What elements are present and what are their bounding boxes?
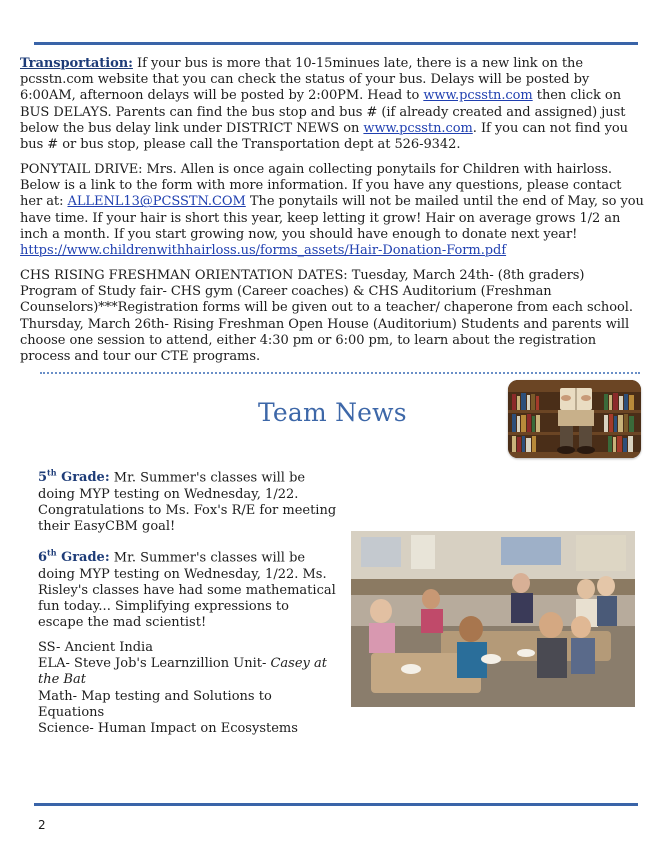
transportation-heading: Transportation: [20, 56, 133, 71]
subject-math: Math- Map testing and Solutions to Equations [38, 688, 272, 720]
subject-ss: SS- Ancient India [38, 640, 153, 655]
hair-donation-form-link[interactable]: https://www.childrenwithhairloss.us/forms_assets/Hair-Donation-Form.pdf [20, 243, 507, 259]
pcsstn-link-1[interactable]: www.pcsstn.com [423, 88, 533, 104]
subject-ela-title: Casey at the Bat [38, 656, 327, 688]
top-divider [34, 42, 638, 45]
subject-science: Science- Human Impact on Ecosystems [38, 721, 298, 737]
pcsstn-link-2[interactable]: www.pcsstn.com [363, 120, 473, 136]
grade-5-suffix: th [47, 468, 57, 478]
grade-5-number: 5 [38, 470, 48, 486]
allen-email-link[interactable]: ALLENL13@PCSSTN.COM [67, 194, 246, 210]
grade-5-news [38, 465, 338, 535]
transportation-text-3: . If you can not find you bus # or bus stop, please call the Transportation dept at 526-9342. [20, 120, 628, 153]
transportation-paragraph [20, 56, 645, 153]
subject-ela-prefix: ELA- Steve Job's Learnzillion Unit- [38, 656, 271, 672]
transportation-text-1: If your bus is more that 10-15minues late, there is a new link on the pcsstn.com website that you can check the status of your bus. Delays will be posted by 6:00AM, afternoon delays will be posted by 2:00PM. Head to [20, 56, 590, 104]
page-number: 2 [38, 818, 46, 832]
orientation-paragraph: CHS RISING FRESHMAN ORIENTATION DATES: Tuesday, March 24th- (8th graders) Program of Study fair- CHS gym (Career coaches) & CHS Auditorium (Freshman Counselors)***Registration forms will be given out to a teacher/ chaperone from each school. Thursday, March 26th- Rising Freshman Open House (Auditorium) Students and parents will choose one session to attend, either 4:30 pm or 6:00 pm, to learn about the registration process and tour our CTE programs. [20, 268, 633, 365]
grade-6-label-text: Grade: [56, 550, 110, 566]
ponytail-paragraph [20, 162, 645, 259]
ponytail-text-2: The ponytails will not be mailed until the end of May, so you have time. If your hair is short this year, keep letting it grow! Hair on average grows 1/2 an inch a month. If you start growing now, you should have enough to donate next year! [20, 194, 644, 242]
grade-5-label-text: Grade: [56, 470, 110, 486]
grade-6-news [38, 545, 338, 631]
grade-6-number: 6 [38, 550, 48, 566]
bottom-divider [34, 803, 638, 806]
ponytail-text-1: PONYTAIL DRIVE: Mrs. Allen is once again collecting ponytails for Children with hairloss. Below is a link to the form with more information. If you have any questions, please contact her at: [20, 162, 622, 210]
subject-ela [38, 656, 338, 688]
grade-5-label [38, 470, 110, 485]
reading-student-photo [508, 380, 641, 458]
dotted-divider [40, 372, 640, 374]
subjects-list [38, 640, 338, 737]
grade-6-text: Mr. Summer's classes will be doing MYP testing on Wednesday, 1/22. Ms. Risley's classes have had some mathematical fun today... Simplifying expressions to escape the mad scientist! [38, 550, 336, 631]
grade-6-suffix: th [47, 548, 57, 558]
team-news-title: Team News [258, 398, 407, 427]
grade-6-label [38, 550, 110, 565]
transportation-text-2: then click on BUS DELAYS. Parents can find the bus stop and bus # (if already created and assigned) just below the bus delay link under DISTRICT NEWS on [20, 88, 626, 136]
classroom-students-photo [351, 531, 635, 707]
grade-5-text: Mr. Summer's classes will be doing MYP testing on Wednesday, 1/22. Congratulations to Ms. Fox's R/E for meeting their EasyCBM goal! [38, 470, 337, 534]
